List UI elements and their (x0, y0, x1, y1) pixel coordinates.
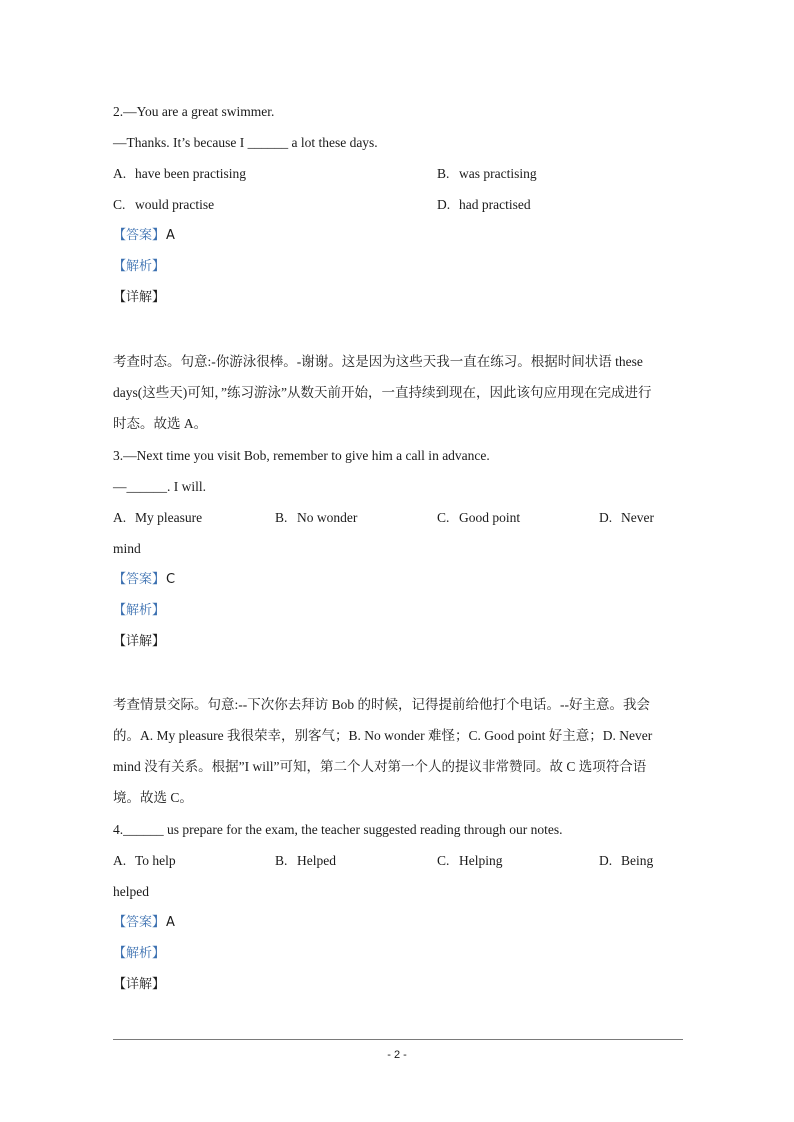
q3-reply: —______. I will. (113, 479, 206, 494)
q2-stem: 2.—You are a great swimmer. (113, 104, 275, 119)
option-text: Good point (459, 510, 521, 525)
q4-option-b (275, 852, 336, 870)
page-number: - 2 - (387, 1049, 407, 1061)
q3-option-b (275, 509, 357, 527)
option-text: Helping (459, 853, 503, 868)
explanation-line: days(这些天)可知，”练习游泳”从数天前开始，一直持续到现在，因此该句应用现在完成进行 (113, 385, 652, 400)
answer-tag: 【答案】 (113, 572, 166, 587)
analysis-tag: 【解析】 (113, 603, 166, 618)
option-letter: B. (275, 510, 288, 525)
option-text: would practise (135, 197, 215, 212)
explanation-line: 境。故选 C。 (113, 790, 193, 805)
q3-option-wrap: mind (113, 541, 141, 556)
q2-option-c (113, 196, 214, 214)
detail-tag: 【详解】 (113, 634, 166, 649)
option-letter: A. (113, 510, 127, 525)
option-text: was practising (459, 166, 537, 181)
q4-analysis-tag (113, 945, 165, 963)
q2-option-b (437, 165, 537, 183)
q3-stem: 3.—Next time you visit Bob, remember to give him a call in advance. (113, 448, 490, 463)
q3-analysis-tag (113, 602, 165, 620)
q4-option-a (113, 852, 176, 870)
explanation-line: mind 没有关系。根据”I will”可知，第二个人对第一个人的提议非常赞同。故 C 选项符合语 (113, 759, 647, 774)
q3-option-d (599, 509, 654, 527)
explanation-line: 考查情景交际。句意:--下次你去拜访 Bob 的时候，记得提前给他打个电话。--好主意。我会 (113, 697, 650, 712)
q3-option-a (113, 509, 202, 527)
footer-divider (113, 1039, 683, 1040)
q2-answer (113, 227, 175, 245)
explanation-line: 时态。故选 A。 (113, 416, 208, 431)
q4-stem: 4.______ us prepare for the exam, the teacher suggested reading through our notes. (113, 822, 563, 837)
option-letter: D. (437, 197, 451, 212)
answer-tag: 【答案】 (113, 228, 166, 243)
explanation-line: 的。A. My pleasure 我很荣幸，别客气；B. No wonder 难怪；C. Good point 好主意；D. Never (113, 728, 653, 743)
q4-answer (113, 914, 175, 932)
option-letter: B. (275, 853, 288, 868)
option-text: have been practising (135, 166, 246, 181)
q4-option-wrap: helped (113, 884, 149, 899)
explanation-line: 考查时态。句意:-你游泳很棒。-谢谢。这是因为这些天我一直在练习。根据时间状语 these (113, 354, 643, 369)
answer-tag: 【答案】 (113, 915, 166, 930)
option-text: My pleasure (135, 510, 203, 525)
q2-explanation (113, 346, 683, 439)
option-letter: C. (437, 853, 450, 868)
analysis-tag: 【解析】 (113, 259, 166, 274)
option-letter: B. (437, 166, 450, 181)
option-text: Being (621, 853, 654, 868)
q2-analysis-tag (113, 258, 165, 276)
option-letter: D. (599, 853, 613, 868)
q4-option-d (599, 852, 653, 870)
answer-value: A (166, 228, 175, 243)
q4-detail-tag (113, 976, 165, 994)
option-text: No wonder (297, 510, 358, 525)
q3-detail-tag (113, 633, 165, 651)
q3-answer (113, 571, 175, 589)
answer-value: C (166, 572, 176, 587)
option-text: Never (621, 510, 654, 525)
option-letter: D. (599, 510, 613, 525)
q4-option-c (437, 852, 503, 870)
option-letter: C. (437, 510, 450, 525)
q3-option-c (437, 509, 520, 527)
analysis-tag: 【解析】 (113, 946, 166, 961)
q2-reply: —Thanks. It’s because I ______ a lot these days. (113, 135, 378, 150)
option-letter: C. (113, 197, 126, 212)
option-text: To help (135, 853, 176, 868)
detail-tag: 【详解】 (113, 290, 166, 305)
detail-tag: 【详解】 (113, 977, 166, 992)
option-letter: A. (113, 166, 127, 181)
q3-explanation (113, 689, 683, 813)
q2-option-a (113, 165, 246, 183)
option-text: Helped (297, 853, 336, 868)
q2-detail-tag (113, 289, 165, 307)
option-letter: A. (113, 853, 127, 868)
option-text: had practised (459, 197, 531, 212)
q2-option-d (437, 196, 531, 214)
answer-value: A (166, 915, 175, 930)
